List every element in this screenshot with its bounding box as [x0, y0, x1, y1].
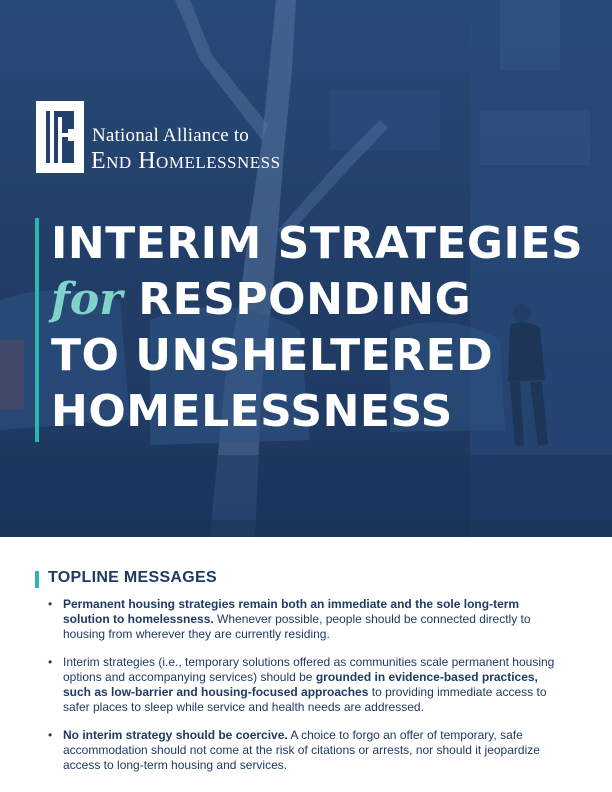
title-accent-bar: [35, 218, 39, 442]
title-line-2: RESPONDING: [122, 274, 472, 325]
bullet-3-bold: No interim strategy should be coercive.: [63, 728, 288, 742]
bullet-3-text: A choice to forgo an offer of temporary, safe accommodation should not come at the risk of citations or arrests, nor should it jeopardize access to long-term housing and services.: [63, 728, 540, 772]
logo-text-line-1: National Alliance to: [92, 125, 250, 146]
logo-text-line-2: End Homelessness: [91, 148, 281, 174]
title-for-word: for: [51, 274, 123, 325]
bullet-item-3: [48, 728, 568, 773]
title-line-1: INTERIM STRATEGIES: [51, 218, 584, 269]
topline-heading: TOPLINE MESSAGES: [48, 569, 217, 586]
bullet-2-bold: grounded in evidence-based practices, such as low-barrier and housing-focused approaches: [63, 670, 538, 699]
topline-accent-bar: [35, 571, 39, 588]
bullet-2-pre: Interim strategies (i.e., temporary solutions offered as communities scale permanent housing options and accompanying services) should be: [63, 655, 555, 684]
bullet-item-1: [48, 597, 568, 642]
bullet-2-post: to providing immediate access to safer places to sleep while service and health needs are addressed.: [63, 685, 547, 714]
title-line-4: HOMELESSNESS: [51, 386, 453, 437]
naeh-logo: [36, 101, 336, 176]
title-line-3: TO UNSHELTERED: [51, 330, 494, 381]
naeh-logo-mark-icon: [36, 101, 84, 173]
document-title: [51, 216, 583, 440]
bullet-1-bold: Permanent housing strategies remain both an immediate and the sole long-term solution to homelessness.: [63, 597, 520, 626]
topline-bullets: [48, 597, 568, 786]
bullet-item-2: [48, 655, 568, 715]
bullet-1-text: Whenever possible, people should be connected directly to housing from wherever they are currently residing.: [63, 612, 531, 641]
